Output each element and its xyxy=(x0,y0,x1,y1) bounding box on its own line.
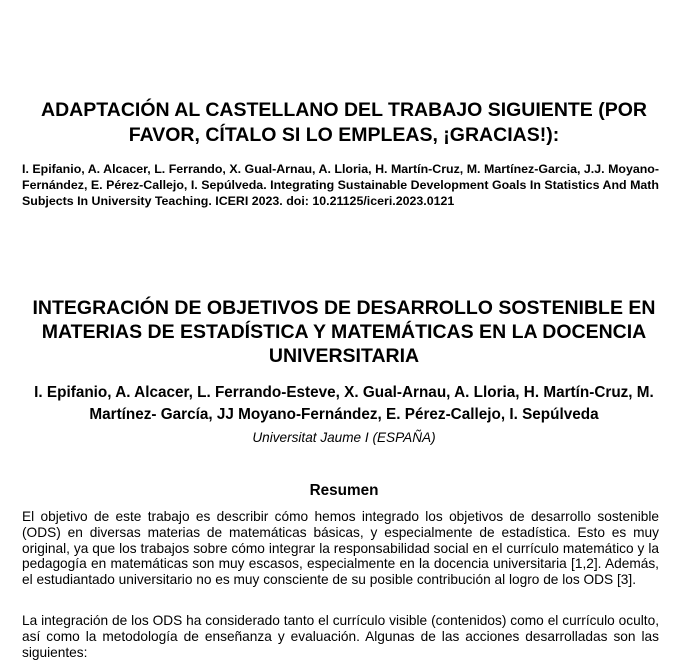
abstract-paragraph-2: La integración de los ODS ha considerado tanto el currículo visible (contenidos) como el currículo oculto, así como la metodología de enseñanza y evaluación. Algunas de las acciones desarrolladas son las siguientes: xyxy=(22,613,659,660)
affiliation: Universitat Jaume I (ESPAÑA) xyxy=(252,430,436,445)
abstract-paragraph-1: El objetivo de este trabajo es describir cómo hemos integrado los objetivos de desarrollo sostenible (ODS) en diversas materias de matemáticas básicas, y especialmente de estadística. Esto es muy original, ya que los trabajos sobre cómo integrar la responsabilidad social en el currículo matemático y la pedagogía en matemáticas son muy escasos, especialmente en la docencia universitaria [1,2]. Además, el estudiantado universitario no es muy consciente de su posible contribución al logro de los ODS [3]. xyxy=(22,509,659,588)
adaptation-notice-title: ADAPTACIÓN AL CASTELLANO DEL TRABAJO SIGUIENTE (POR FAVOR, CÍTALO SI LO EMPLEAS, ¡GRACIAS!): xyxy=(41,99,647,146)
original-citation: I. Epifanio, A. Alcacer, L. Ferrando, X. Gual-Arnau, A. Lloria, H. Martín-Cruz, M. Martínez-Garcia, J.J. Moyano-Fernández, E. Pérez-Callejo, I. Sepúlveda. Integrating Sustainable Development Goals In Statistics And Math Subjects In University Teaching. ICERI 2023. doi: 10.21125/iceri.2023.0121 xyxy=(22,162,659,208)
author-list: I. Epifanio, A. Alcacer, L. Ferrando-Esteve, X. Gual-Arnau, A. Lloria, H. Martín-Cruz, M. Martínez- García, JJ Moyano-Fernández, E. Pérez-Callejo, I. Sepúlveda xyxy=(34,384,654,423)
paper-title: INTEGRACIÓN DE OBJETIVOS DE DESARROLLO SOSTENIBLE EN MATERIAS DE ESTADÍSTICA Y MATEMÁTICAS EN LA DOCENCIA UNIVERSITARIA xyxy=(32,297,656,367)
abstract-heading: Resumen xyxy=(309,482,379,499)
